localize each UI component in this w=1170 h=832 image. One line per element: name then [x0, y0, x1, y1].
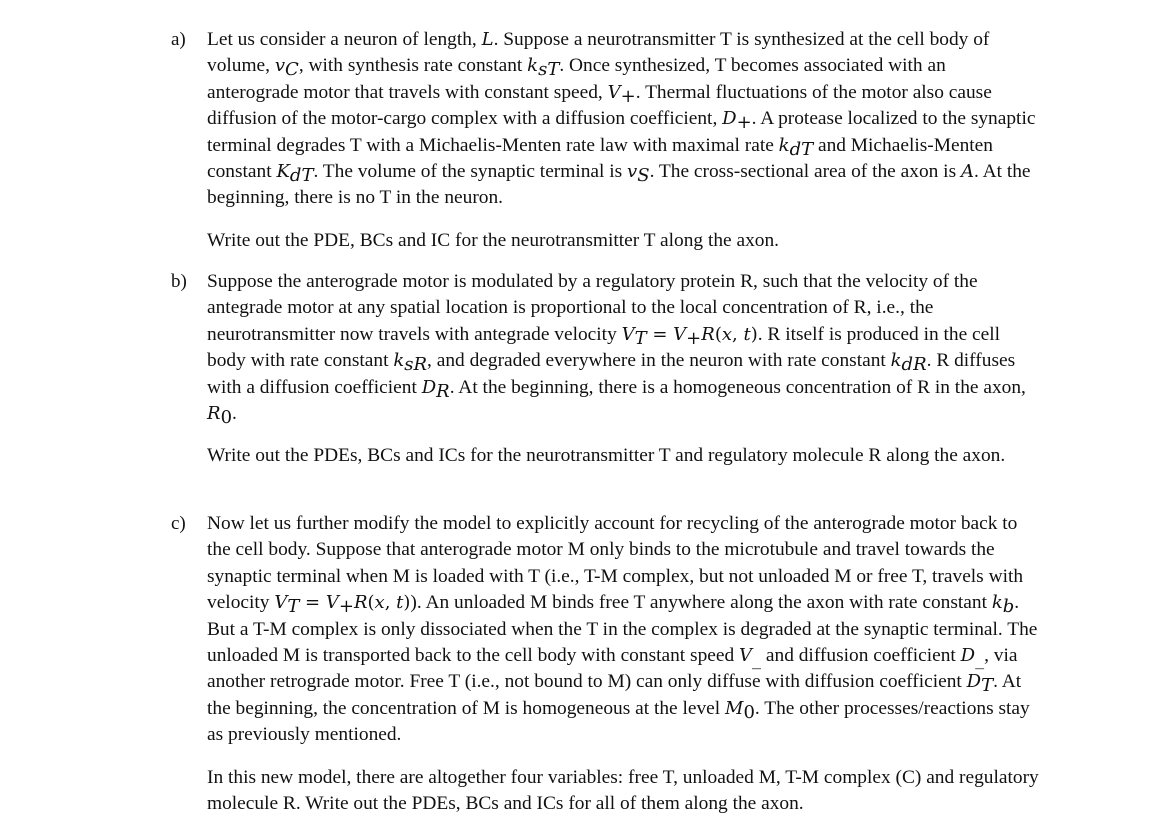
part-c-description: Now let us further modify the model to explicitly account for recycling of the anterograde motor back to the cell body. Suppose that anterograde motor M only binds to the microtubule and travel towards the synaptic terminal when M is loaded with T (i.e., T-M complex, but not unloaded M or free T, travels with velocity $V_T = V_+R(x$, t)). An unloaded M binds free T anywhere along the axon with rate constant $k_b$. But a T-M complex is only dissociated when the T in the complex is degraded at the synaptic terminal. The unloaded M is transported back to the cell body with constant speed $V_{\_}$ and diffusion coefficient $D_{\_}$, via another retrograde motor. Free T (i.e., not bound to M) can only diffuse with diffusion coefficient $D_T$. At the beginning, the concentration of M is homogeneous at the level $M_0$. The other processes/reactions stay as previously mentioned. — [207, 513, 1038, 746]
part-b-marker: b) — [171, 271, 187, 292]
part-a-marker: a) — [171, 29, 186, 50]
part-a-task: Write out the PDE, BCs and IC for the neurotransmitter T along the axon. — [207, 229, 780, 251]
part-c-task: In this new model, there are altogether four variables: free T, unloaded M, T-M complex (C) and regulatory molecule R. Write out the PDEs, BCs and ICs for all of them along the axon. — [207, 766, 1039, 815]
part-a — [171, 27, 1041, 254]
part-b-task: Write out the PDEs, BCs and ICs for the neurotransmitter T and regulatory molecule R along the axon. — [207, 445, 1006, 467]
part-a-description: Let us consider a neuron of length, L. Suppose a neurotransmitter T is synthesized at the cell body of volume, $v_C$, with synthesis rate constant $k_{sT}$. Once synthesized, T becomes associated with an anterograde motor that travels with constant speed, $V_+$. Thermal fluctuations of the motor also cause diffusion of the motor-cargo complex with a diffusion coefficient, $D_+$. A protease localized to the synaptic terminal degrades T with a Michaelis-Menten rate law with maximal rate $k_{dT}$ and Michaelis-Menten constant $K_{dT}$. The volume of the synaptic terminal is $v_S$. The cross-sectional area of the axon is A. At the beginning, there is no T in the neuron. — [207, 29, 1036, 209]
part-c — [171, 511, 1041, 817]
part-b — [171, 269, 1041, 470]
part-c-marker: c) — [171, 513, 186, 534]
part-b-description: Suppose the anterograde motor is modulated by a regulatory protein R, such that the velocity of the antegrade motor at any spatial location is proportional to the local concentration of R, i.e., the neurotransmitter now travels with antegrade velocity $V_T = V_+R(x$, t). R itself is produced in the cell body with rate constant $k_{sR}$, and degraded everywhere in the neuron with rate constant $k_{dR}$. R diffuses with a diffusion coefficient $D_R$. At the beginning, there is a homogeneous concentration of R in the axon, $R_0$. — [207, 271, 1026, 429]
